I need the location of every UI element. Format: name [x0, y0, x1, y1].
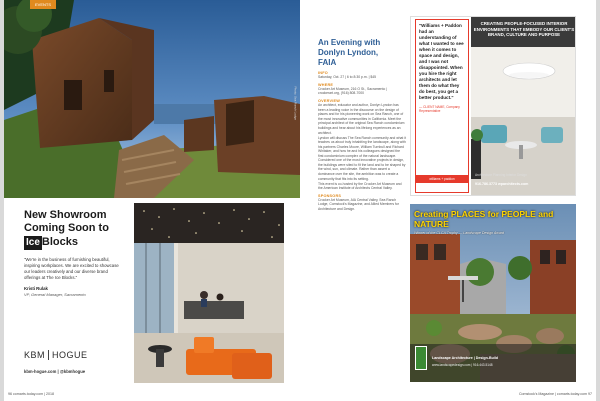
- ad-quote: "We're in the business of furnishing beautiful, inspiring workplaces. We are excited to showcase our leaders creatively and our diverse brand offerings at The Ice Blocks.": [24, 257, 119, 280]
- landscape-logo: [415, 346, 427, 370]
- folio-right: Comstock's Magazine | comarts.today.com 97: [518, 392, 592, 396]
- overview-paragraph-3: This event is co-hosted by the Crocker Art Museum and the American Institute of Architects Central Valley.: [318, 181, 402, 191]
- right-page: [300, 0, 596, 401]
- title-line-2: Donlyn Lyndon,: [318, 48, 379, 57]
- where-label: WHERE: [318, 82, 334, 87]
- kbm-hogue-ad[interactable]: [22, 203, 284, 383]
- sea-ranch-illustration: [4, 0, 300, 198]
- logo-divider: [48, 350, 49, 360]
- event-article: [318, 38, 406, 211]
- sponsors-text: Crocker Art Museum, AIA Central Valley, Sea Ranch Lodge, Comstock's Magazine, and Allied Members for Architecture and Design.: [318, 197, 399, 211]
- ad-website[interactable]: kbm-hogue.com | @kbmhogue: [24, 369, 86, 374]
- sponsors-label: SPONSORS: [318, 193, 342, 198]
- kbm-hogue-logo: [24, 350, 88, 360]
- section-tab: EVENTS: [30, 0, 56, 9]
- article-title: [318, 38, 406, 68]
- showroom-photo: [134, 203, 284, 383]
- left-page: [4, 0, 300, 401]
- title-line-3: FAIA: [318, 58, 337, 67]
- williams-paddon-ad[interactable]: [410, 16, 576, 196]
- headline-line-2: Coming Soon to: [24, 222, 109, 234]
- testimonial-quote: "Williams + Paddon had an understanding of what I wanted to see when it comes to space and design, and I was not disappointed. When you hire the right architects and let them do what they do best, you get a better product.": [419, 23, 464, 100]
- ice-blocks-text: Blocks: [41, 236, 78, 248]
- headline-line-1: New Showroom: [24, 209, 107, 221]
- ad-headline: [24, 209, 132, 250]
- info-text: Saturday, Oct. 27 | 6 to 8:30 p.m. | $45: [318, 75, 377, 79]
- ad-subhead: Winner of the CLCA Trophy — Landscape Design Award: [414, 231, 505, 235]
- ad-services: Architecture Planning Interior Design: [475, 173, 527, 177]
- title-line-1: An Evening with: [318, 38, 381, 47]
- testimonial-attribution: — CLIENT NAME, Company Representative: [419, 105, 460, 113]
- landscape-ad[interactable]: [410, 204, 576, 382]
- williams-paddon-logo: williams + paddon: [415, 175, 469, 183]
- ad-headline: CREATING PEOPLE-FOCUSED INTERIOR ENVIRONMENTS THAT EMBODY OUR CLIENT'S BRAND, CULTURE AND PURPOSE: [473, 21, 575, 37]
- ad-contact[interactable]: www.landscapedesign.com | 916.443.5148: [432, 363, 493, 367]
- folio-left: 96 comarts.today.com | 2018: [8, 392, 55, 396]
- ad-contact[interactable]: 916.786.3773 wparchitects.com: [475, 182, 529, 186]
- where-text: Crocker Art Museum, 216 O St., Sacramento | crockerart.org, (916) 808-7000: [318, 86, 388, 96]
- overview-paragraph-1: An architect, educator and author, Donlyn Lyndon has been a leading voice in the discourse on the design of places and for his pioneering work on Sea Ranch, one of the most innovative communities in California. Meet the principal architect of the original Sea Ranch condominium buildings and hear about his lifelong experiences as an architect.: [318, 103, 405, 135]
- quote-author-title: VP, General Manager, Sacramento: [24, 292, 86, 297]
- photo-credit: Photo: Sea Ranch Lodge: [294, 86, 298, 120]
- ice-blocks-box: Ice: [26, 237, 40, 248]
- quote-author: Kristi Rulak: [24, 286, 48, 291]
- overview-paragraph-2: Lyndon will discuss The Sea Ranch community and what it teaches us about truly inhabiting the landscape, along with his partners Charles Moore, William Turnbull and Richard Whitaker, and how he and his colleagues designed the first condominium complex of the natural landscape. Considered one of the most innovative projects in design, the buildings were sited to fit the land and to be shaped by the wind, sun, and climate. Rather than assert a dominance over the site, the ambition was to create a community that fits into its setting.: [318, 135, 407, 181]
- sea-ranch-photo: [4, 0, 300, 198]
- kbm-logo-right: HOGUE: [52, 350, 88, 360]
- overview-label: OVERVIEW: [318, 98, 340, 103]
- office-photo: [471, 17, 576, 196]
- showroom-illustration: [134, 203, 284, 383]
- ad-headline: Creating PLACES for PEOPLE and NATURE: [414, 209, 554, 229]
- office-illustration: [471, 17, 576, 196]
- info-label: INFO: [318, 71, 328, 75]
- testimonial-box: [415, 19, 469, 193]
- kbm-logo-left: KBM: [24, 350, 46, 360]
- ad-services: Landscape Architecture | Design-Build: [432, 356, 498, 360]
- ice-blocks-logo: [24, 236, 78, 250]
